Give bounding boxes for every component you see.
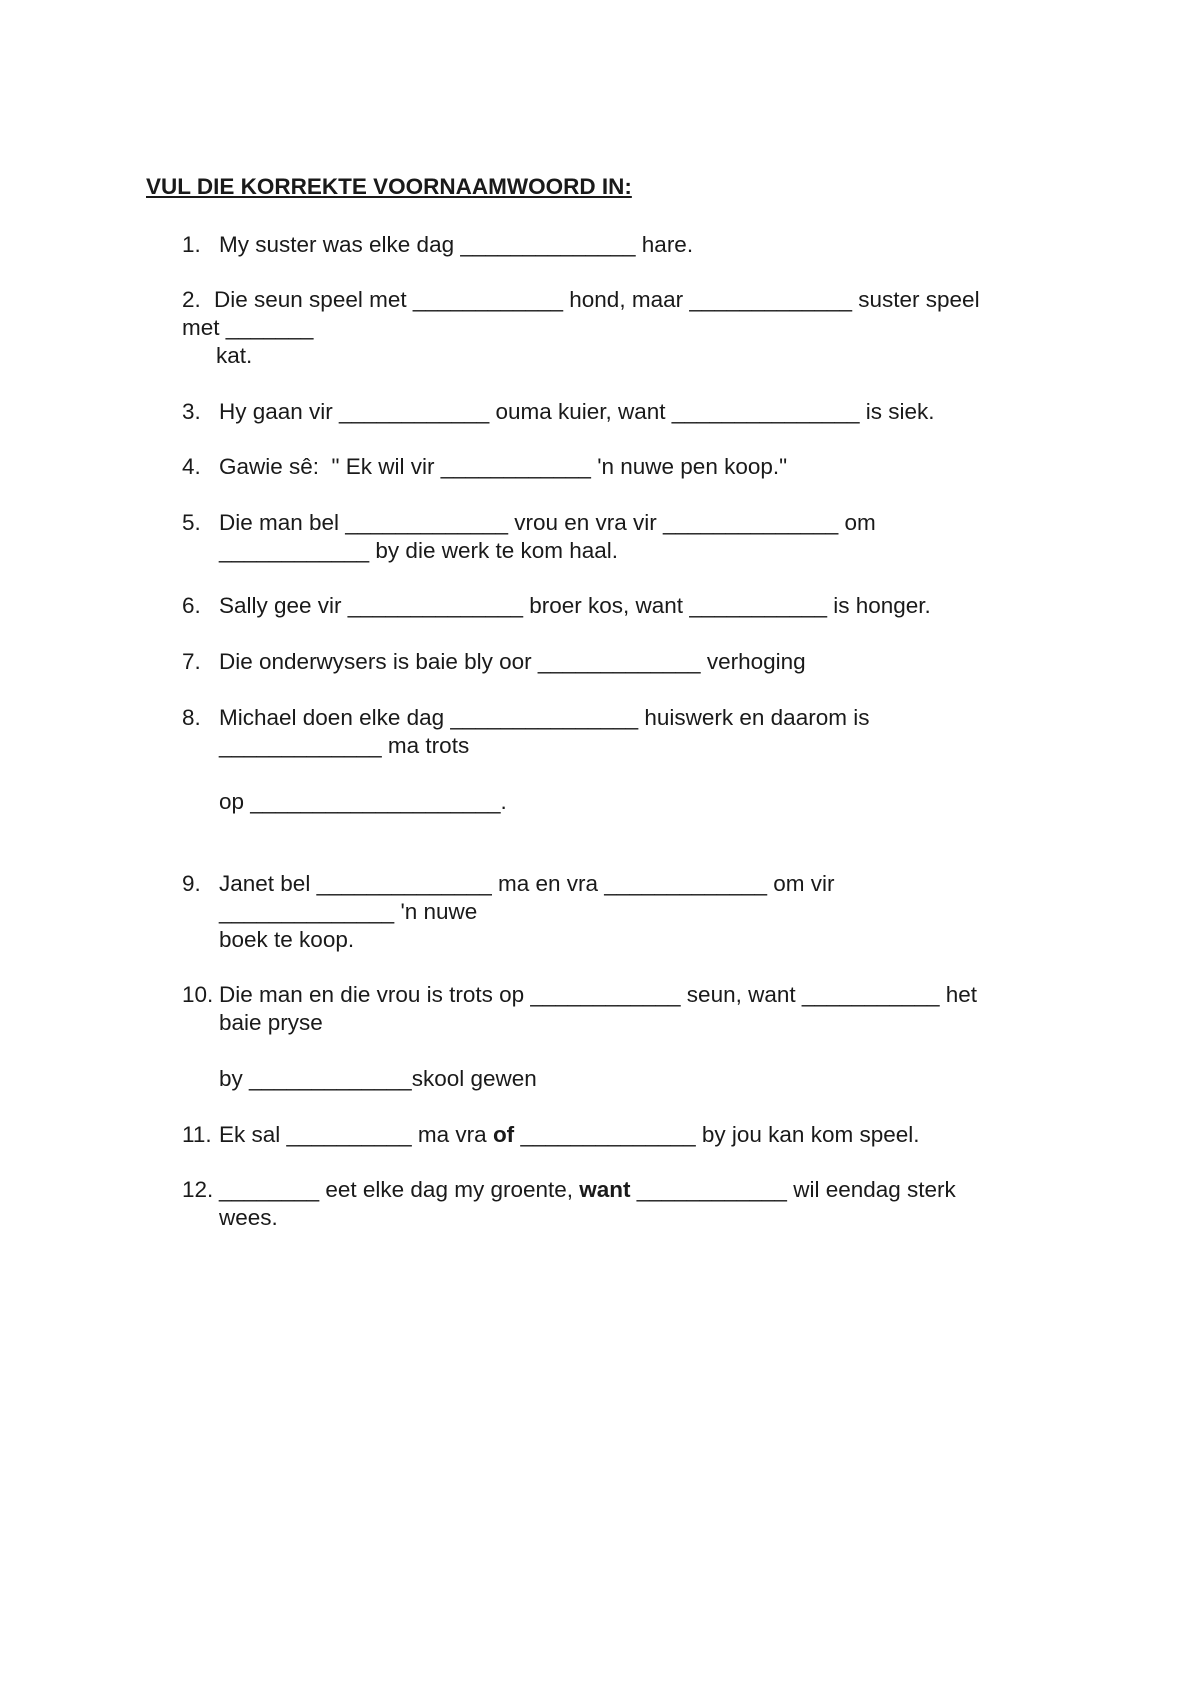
item-text: Die man bel _____________ vrou en vra vir ______________ om bbox=[219, 510, 876, 535]
item-text-continued: op ____________________. bbox=[219, 789, 507, 814]
item-text-bold: of bbox=[492, 1122, 515, 1147]
item-number: 11. bbox=[182, 1122, 212, 1147]
item-number: 4. bbox=[182, 454, 201, 479]
item-number: 5. bbox=[182, 510, 201, 535]
item-text-continued: wees. bbox=[219, 1205, 278, 1230]
item-text-continued: ____________ by die werk te kom haal. bbox=[219, 538, 619, 563]
item-number: 10. bbox=[182, 982, 214, 1007]
item-number: 2. bbox=[182, 287, 201, 312]
item-number: 12. bbox=[182, 1177, 214, 1202]
worksheet-title: VUL DIE KORREKTE VOORNAAMWOORD IN: bbox=[146, 174, 632, 199]
item-text-part: ______________ by jou kan kom speel. bbox=[514, 1122, 920, 1147]
item-number: 3. bbox=[182, 399, 201, 424]
item-text: Die seun speel met ____________ hond, maar _____________ suster speel bbox=[214, 287, 980, 312]
item-text-continued: baie pryse bbox=[219, 1010, 323, 1035]
item-text-continued: ______________ 'n nuwe bbox=[219, 899, 478, 924]
item-text: My suster was elke dag ______________ hare. bbox=[219, 232, 694, 257]
item-number: 9. bbox=[182, 871, 201, 896]
item-text: Die onderwysers is baie bly oor _____________ verhoging bbox=[219, 649, 806, 674]
item-text: Michael doen elke dag _______________ huiswerk en daarom is bbox=[219, 705, 870, 730]
item-number: 8. bbox=[182, 705, 201, 730]
item-text bbox=[219, 1122, 920, 1148]
item-text-continued: boek te koop. bbox=[219, 927, 355, 952]
item-text-part: Ek sal __________ ma vra bbox=[219, 1122, 493, 1147]
item-number: 1. bbox=[182, 232, 201, 257]
item-text bbox=[219, 1177, 956, 1203]
item-text: Die man en die vrou is trots op ____________ seun, want ___________ het bbox=[219, 982, 978, 1007]
item-number: 7. bbox=[182, 649, 201, 674]
item-text: Gawie sê: " Ek wil vir ____________ 'n nuwe pen koop." bbox=[219, 454, 788, 479]
item-text: Janet bel ______________ ma en vra _____________ om vir bbox=[219, 871, 835, 896]
item-text-continued: met _______ bbox=[182, 315, 314, 340]
item-text: Sally gee vir ______________ broer kos, want ___________ is honger. bbox=[219, 593, 931, 618]
item-number: 6. bbox=[182, 593, 201, 618]
item-text-part: ________ eet elke dag my groente, bbox=[219, 1177, 580, 1202]
item-text-part: ____________ wil eendag sterk bbox=[630, 1177, 956, 1202]
item-text-continued: _____________ ma trots bbox=[219, 733, 470, 758]
item-text-continued: by _____________skool gewen bbox=[219, 1066, 537, 1091]
item-text: Hy gaan vir ____________ ouma kuier, want _______________ is siek. bbox=[219, 399, 935, 424]
item-text-bold: want bbox=[579, 1177, 631, 1202]
item-text-continued: kat. bbox=[216, 343, 253, 368]
